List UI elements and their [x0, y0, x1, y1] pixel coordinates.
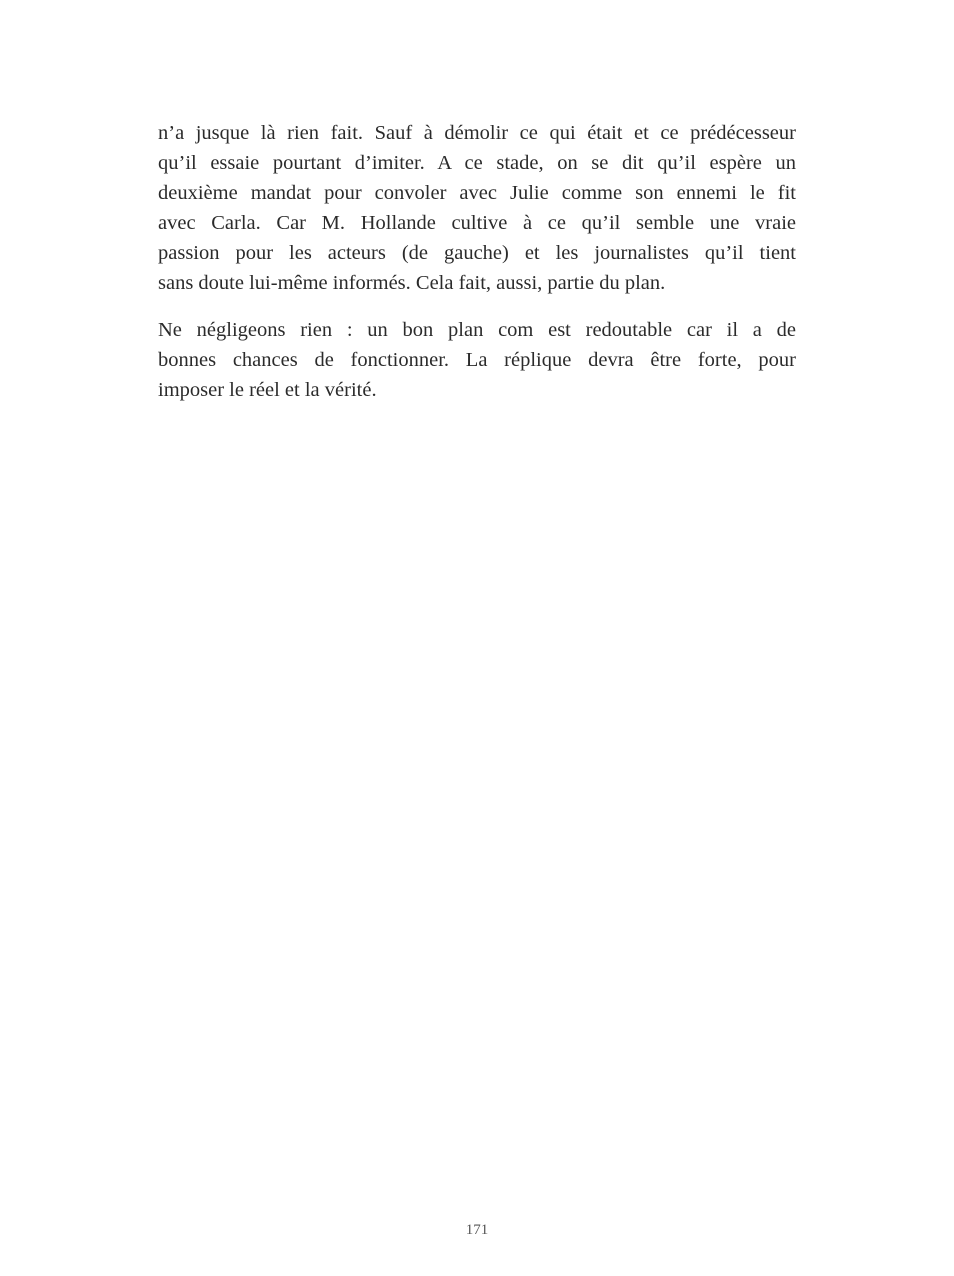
paragraph-1 — [158, 118, 796, 298]
text-line: imposer le réel et la vérité. — [158, 379, 377, 401]
text-line: qu’il essaie pourtant d’imiter. A ce stade, on se dit qu’il espère un — [158, 152, 796, 174]
body-text — [158, 118, 796, 405]
paragraph-2 — [158, 315, 796, 405]
text-line: n’a jusque là rien fait. Sauf à démolir ce qui était et ce prédécesseur — [158, 122, 796, 144]
text-line: Ne négligeons rien : un bon plan com est redoutable car il a de — [158, 319, 796, 341]
text-line: bonnes chances de fonctionner. La réplique devra être forte, pour — [158, 349, 796, 371]
page-number: 171 — [465, 1222, 489, 1238]
text-line: sans doute lui-même informés. Cela fait, aussi, partie du plan. — [158, 272, 666, 294]
text-line: passion pour les acteurs (de gauche) et les journalistes qu’il tient — [158, 242, 796, 264]
text-line: avec Carla. Car M. Hollande cultive à ce qu’il semble une vraie — [158, 212, 796, 234]
text-line: deuxième mandat pour convoler avec Julie comme son ennemi le fit — [158, 182, 796, 204]
